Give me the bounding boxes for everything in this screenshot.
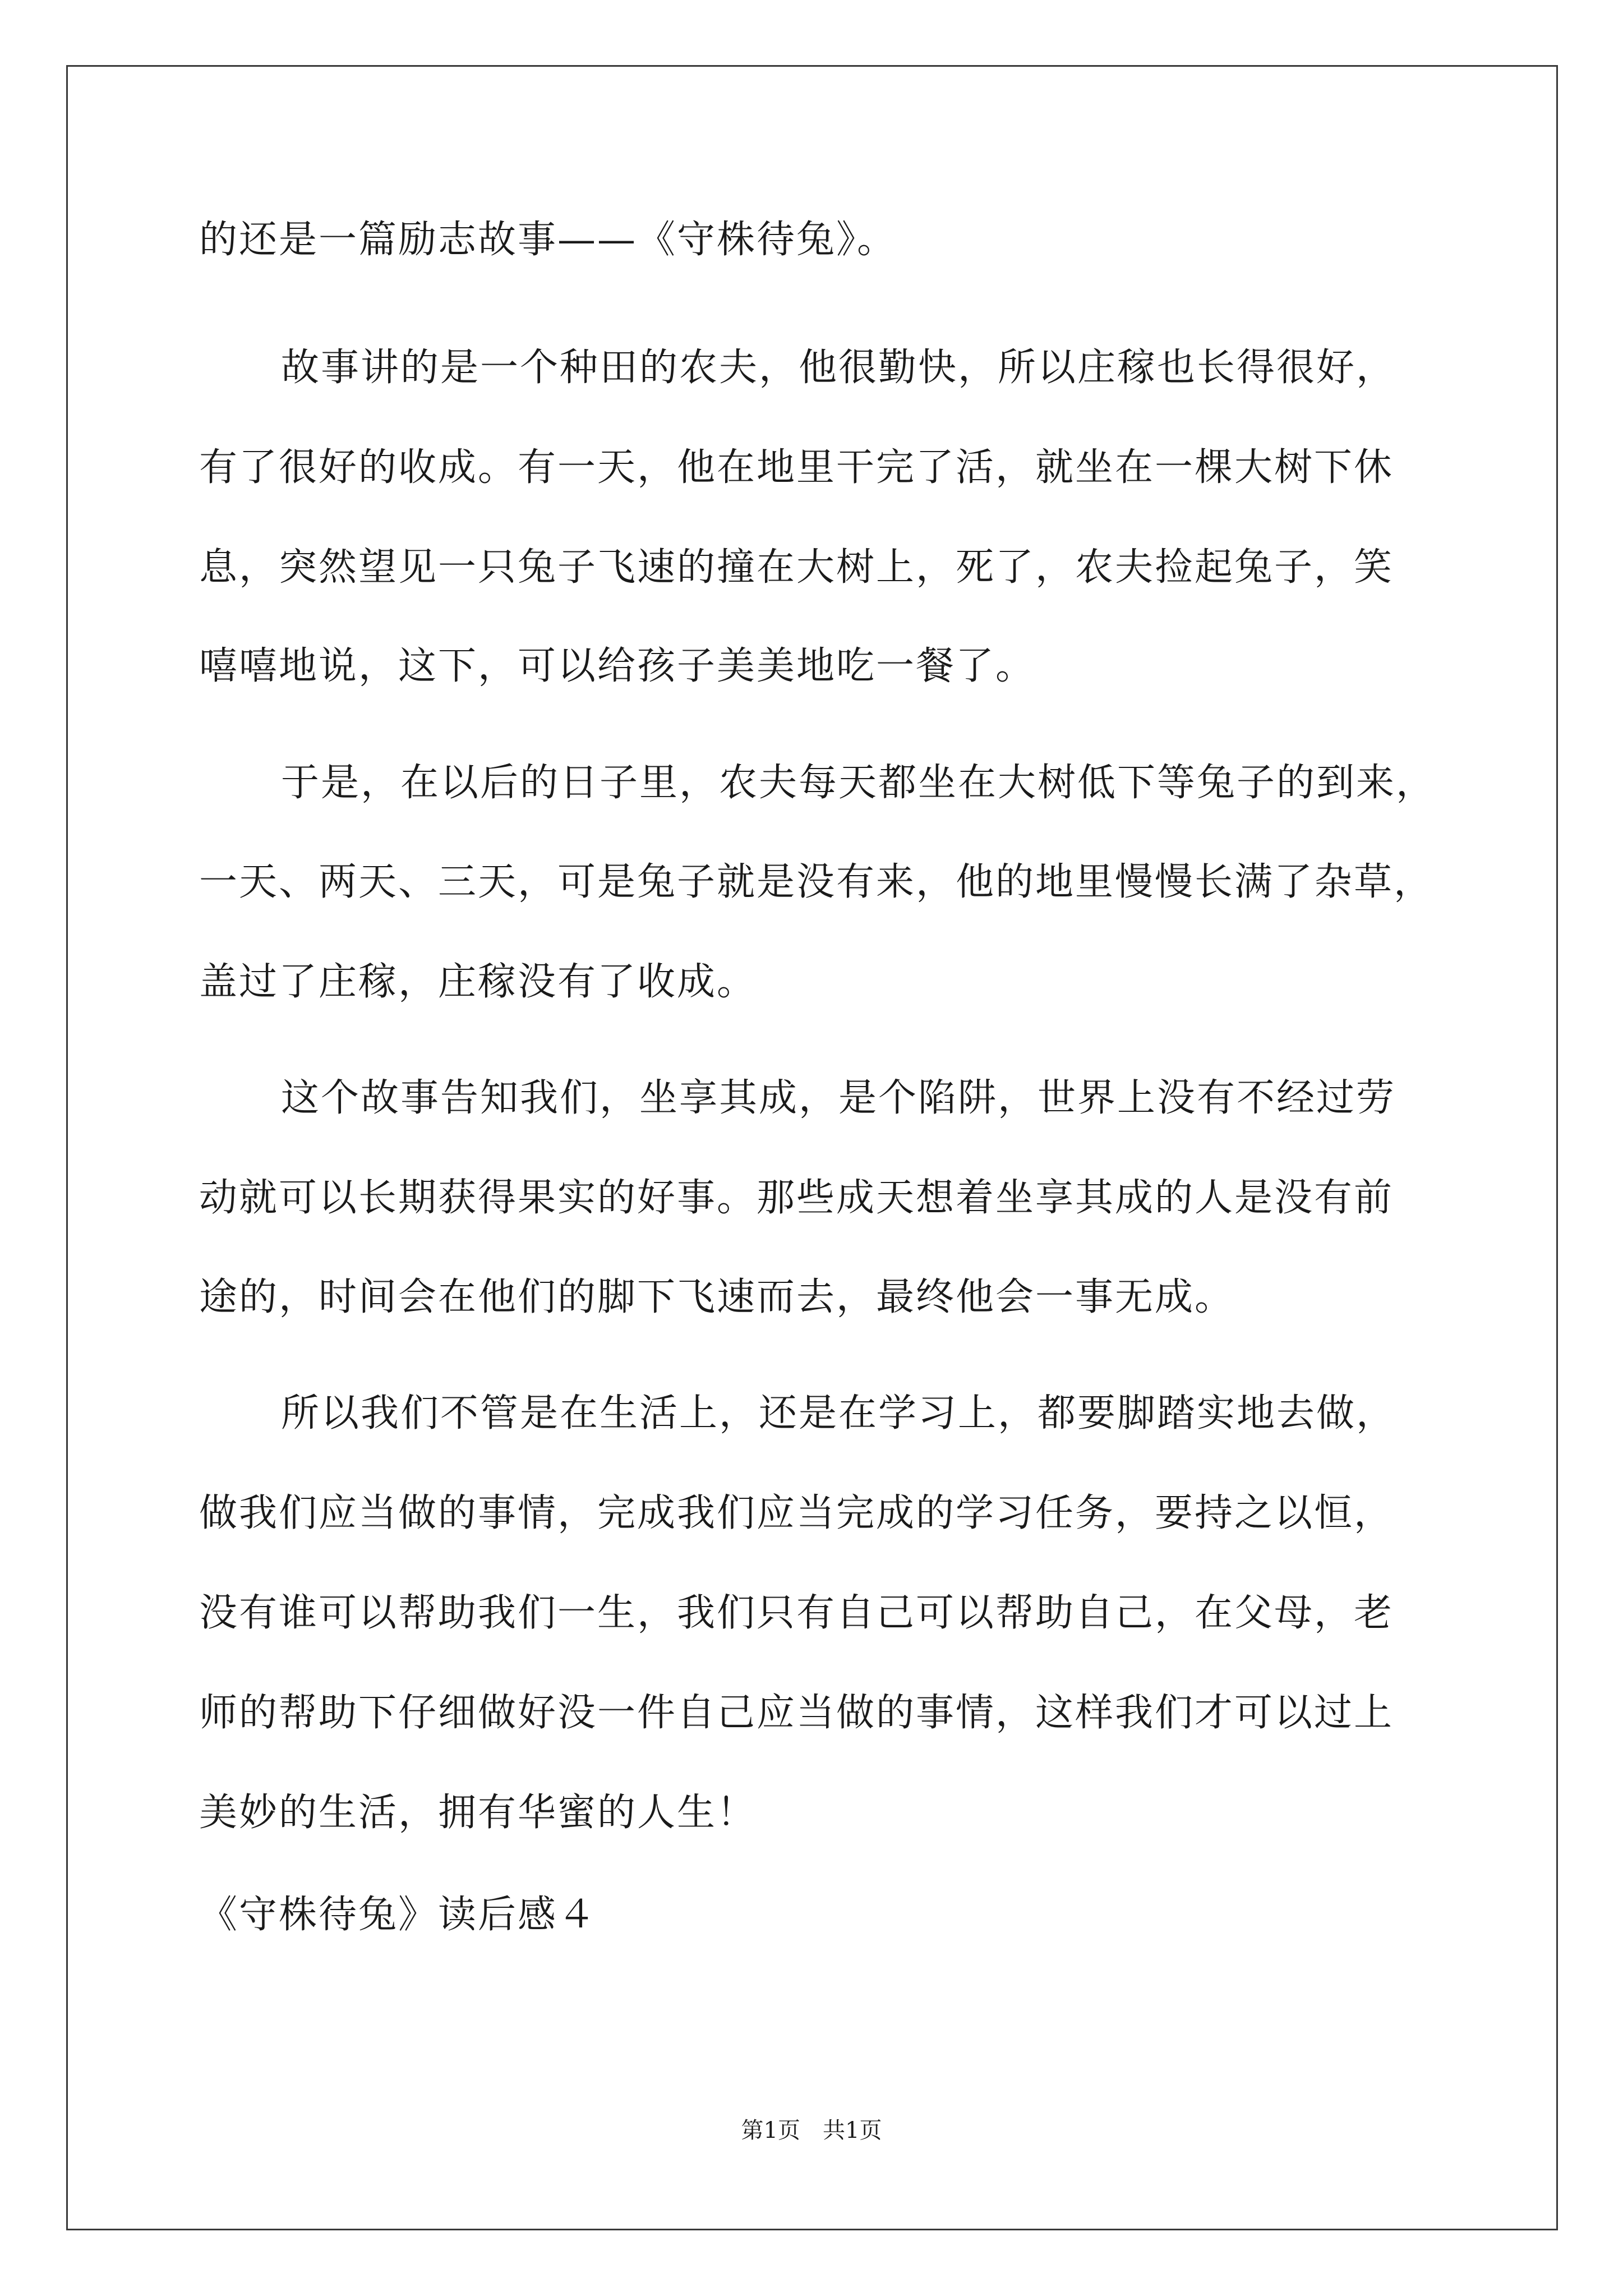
text-line: 所以我们不管是在生活上，还是在学习上，都要脚踏实地去做， xyxy=(281,1391,1396,1435)
text-line: 美妙的生活，拥有华蜜的人生！ xyxy=(199,1791,757,1835)
text-line: 这个故事告知我们，坐享其成，是个陷阱，世界上没有不经过劳 xyxy=(281,1076,1396,1120)
text-line: 故事讲的是一个种田的农夫，他很勤快，所以庄稼也长得很好， xyxy=(281,346,1396,390)
text-line: 做我们应当做的事情，完成我们应当完成的学习任务，要持之以恒， xyxy=(199,1491,1394,1535)
text-line: 没有谁可以帮助我们一生，我们只有自己可以帮助自己，在父母，老 xyxy=(199,1591,1394,1635)
text-line: 动就可以长期获得果实的好事。那些成天想着坐享其成的人是没有前 xyxy=(199,1176,1394,1220)
text-line: 嘻嘻地说，这下，可以给孩子美美地吃一餐了。 xyxy=(199,644,1036,688)
text-line: 盖过了庄稼，庄稼没有了收成。 xyxy=(199,960,757,1004)
text-line: 有了很好的收成。有一天，他在地里干完了活，就坐在一棵大树下休 xyxy=(199,445,1394,490)
text-line: 息，突然望见一只兔子飞速的撞在大树上，死了，农夫捡起兔子，笑 xyxy=(199,545,1394,590)
text-line: 途的，时间会在他们的脚下飞速而去，最终他会一事无成。 xyxy=(199,1275,1235,1319)
page-number-footer: 第1页 共1页 xyxy=(741,2118,882,2143)
text-line: 师的帮助下仔细做好没一件自己应当做的事情，这样我们才可以过上 xyxy=(199,1691,1394,1735)
section-heading: 《守株待兔》读后感４ xyxy=(199,1893,598,1937)
text-line: 一天、两天、三天，可是兔子就是没有来，他的地里慢慢长满了杂草， xyxy=(199,860,1434,904)
text-line: 于是，在以后的日子里，农夫每天都坐在大树低下等兔子的到来， xyxy=(281,761,1436,805)
text-line: 的还是一篇励志故事——《守株待兔》。 xyxy=(199,218,897,262)
